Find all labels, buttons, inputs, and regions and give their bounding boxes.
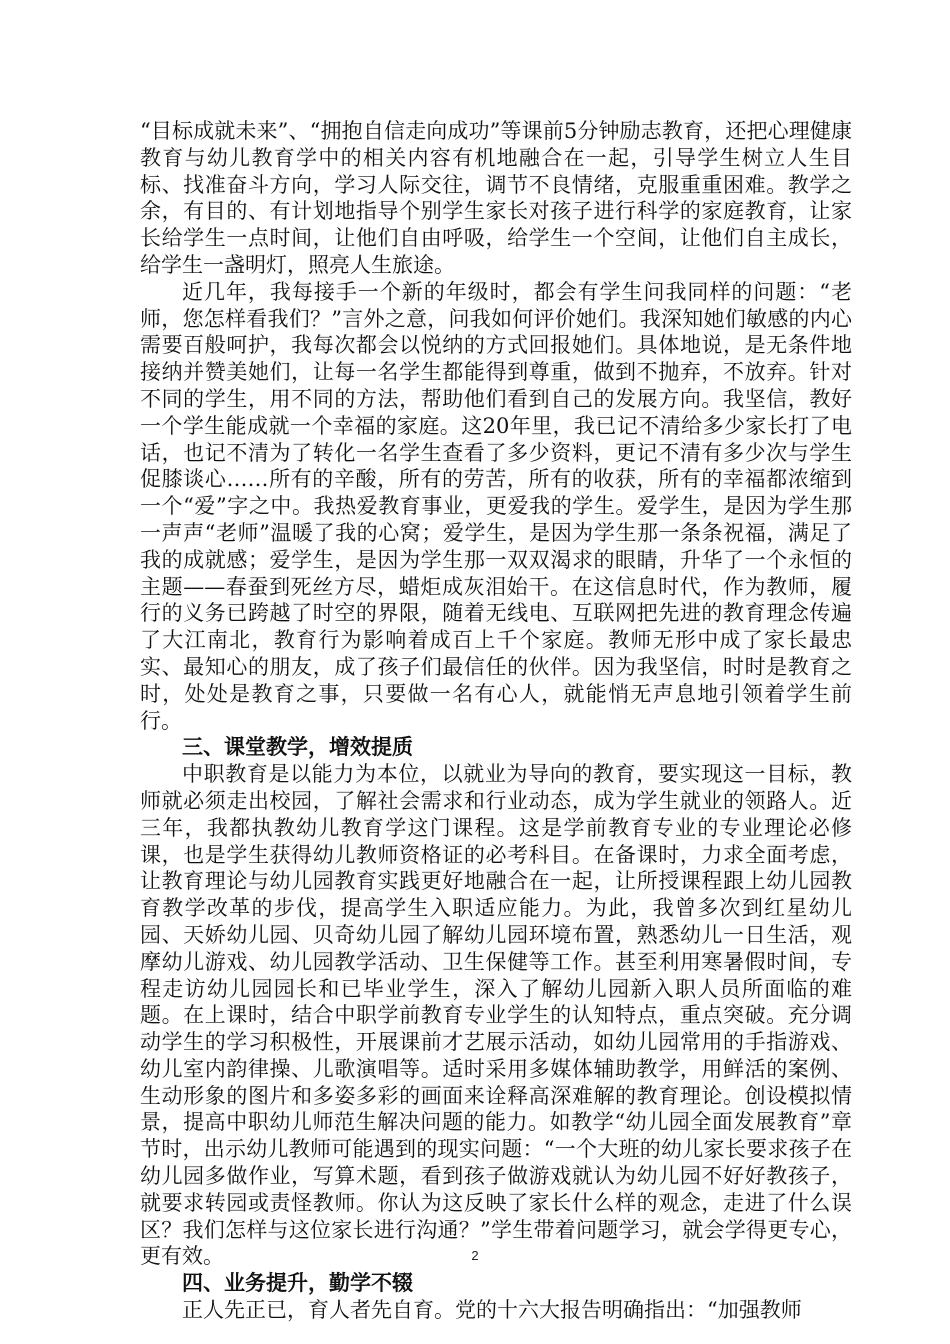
paragraph-continued: “目标成就未来”、“拥抱自信走向成功”等课前5分钟励志教育，还把心理健康教育与幼儿教育学中的相关内容有机地融合在一起，引导学生树立人生目标、找准奋斗方向，学习人际交往，调节不良情绪，克服重重困难。教学之余，有目的、有计划地指导个别学生家长对孩子进行科学的家庭教育，让家长给学生一点时间，让他们自由呼吸，给学生一个空间，让他们自主成长，给学生一盏明灯，照亮人生旅途。 (140, 119, 852, 277)
section-heading: 三、课堂教学，增效提质 (182, 734, 413, 760)
paragraph: 近几年，我每接手一个新的年级时，都会有学生问我同样的问题：“老师，您怎样看我们？”言外之意，问我如何评价她们。我深知她们敏感的内心需要百般呵护，我每次都会以悦纳的方式回报她们。具体地说，是无条件地接纳并赞美她们，让每一名学生都能得到尊重，做到不抛弃，不放弃。针对不同的学生，用不同的方法，帮助他们看到自己的发展方向。我坚信，教好一个学生能成就一个幸福的家庭。这20年里，我已记不清给多少家长打了电话，也记不清为了转化一名学生查看了多少资料，更记不清有多少次与学生促膝谈心……所有的辛酸，所有的劳苦，所有的收获，所有的幸福都浓缩到一个“爱”字之中。我热爱教育事业，更爱我的学生。爱学生，是因为学生那一声声“老师”温暖了我的心窝；爱学生，是因为学生那一条条祝福，满足了我的成就感；爱学生，是因为学生那一双双渴求的眼睛，升华了一个永恒的主题——春蚕到死丝方尽，蜡炬成灰泪始干。在这信息时代，作为教师，履行的义务已跨越了时空的界限，随着无线电、互联网把先进的教育理念传遍了大江南北，教育行为影响着成百上千个家庭。教师无形中成了家长最忠实、最知心的朋友，成了孩子们最信任的伙伴。因为我坚信，时时是教育之时，处处是教育之事，只要做一名有心人，就能悄无声息地引领着学生前行。 (140, 279, 852, 733)
page-body (140, 118, 852, 1324)
paragraph: 中职教育是以能力为本位，以就业为导向的教育，要实现这一目标，教师就必须走出校园，了解社会需求和行业动态，成为学生就业的领路人。近三年，我都执教幼儿教育学这门课程。这是学前教育专业的专业理论必修课，也是学生获得幼儿教师资格证的必考科目。在备课时，力求全面考虑，让教育理论与幼儿园教育实践更好地融合在一起，让所授课程跟上幼儿园教育教学改革的步伐，提高学生入职适应能力。为此，我曾多次到红星幼儿园、天娇幼儿园、贝奇幼儿园了解幼儿园环境布置，熟悉幼儿一日生活，观摩幼儿游戏、幼儿园教学活动、卫生保健等工作。甚至利用寒暑假时间，专程走访幼儿园园长和已毕业学生，深入了解幼儿园新入职人员所面临的难题。在上课时，结合中职学前教育专业学生的认知特点，重点突破。充分调动学生的学习积极性，开展课前才艺展示活动，如幼儿园常用的手指游戏、幼儿室内韵律操、儿歌演唱等。适时采用多媒体辅助教学，用鲜活的案例、生动形象的图片和多姿多彩的画面来诠释高深难解的教育理论。创设模拟情景，提高中职幼儿师范生解决问题的能力。如教学“幼儿园全面发展教育”章节时，出示幼儿教师可能遇到的现实问题：“一个大班的幼儿家长要求孩子在幼儿园多做作业，写算术题，看到孩子做游戏就认为幼儿园不好好教孩子，就要求转园或责怪教师。你认为这反映了家长什么样的观念，走进了什么误区？我们怎样与这位家长进行沟通？”学生带着问题学习，就会学得更专心，更有效。 (140, 762, 852, 1269)
section-heading: 四、业务提升，勤学不辍 (182, 1270, 413, 1296)
paragraph: 正人先正已，育人者先自育。党的十六大报告明确指出：“加强教师 (182, 1298, 802, 1323)
page-number: 2 (471, 1248, 479, 1263)
